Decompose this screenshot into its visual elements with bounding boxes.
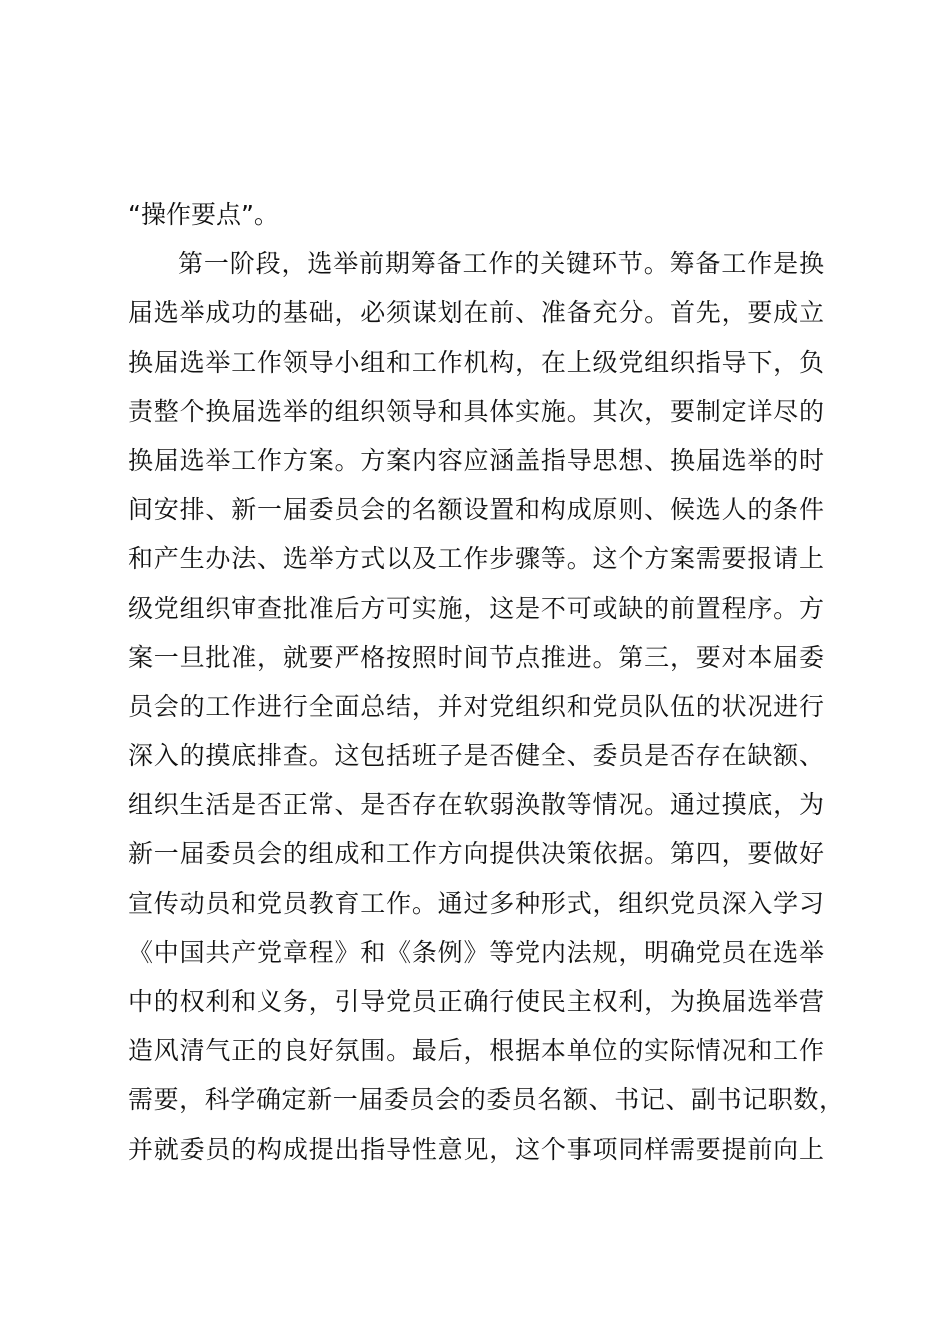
text-line: 宣传动员和党员教育工作。通过多种形式，组织党员深入学习 bbox=[128, 888, 824, 918]
text-line: 并就委员的构成提出指导性意见，这个事项同样需要提前向上 bbox=[128, 1134, 824, 1164]
text-line: 造风清气正的良好氛围。最后，根据本单位的实际情况和工作 bbox=[128, 1036, 824, 1066]
text-line: 新一届委员会的组成和工作方向提供决策依据。第四，要做好 bbox=[128, 839, 824, 869]
text-line: 换届选举工作方案。方案内容应涵盖指导思想、换届选举的时 bbox=[128, 445, 824, 475]
text-line: 中的权利和义务，引导党员正确行使民主权利，为换届选举营 bbox=[128, 987, 824, 1016]
text-line: 深入的摸底排查。这包括班子是否健全、委员是否存在缺额、 bbox=[128, 741, 824, 771]
text-line: 组织生活是否正常、是否存在软弱涣散等情况。通过摸底，为 bbox=[128, 790, 824, 820]
text-line: 需要，科学确定新一届委员会的委员名额、书记、副书记职数， bbox=[128, 1085, 844, 1115]
text-line: 责整个换届选举的组织领导和具体实施。其次，要制定详尽的 bbox=[128, 396, 824, 426]
text-line: 换届选举工作领导小组和工作机构，在上级党组织指导下，负 bbox=[128, 347, 824, 377]
paragraph-first-line: 第一阶段，选举前期筹备工作的关键环节。筹备工作是换 bbox=[178, 249, 824, 279]
text-line: “操作要点”。 bbox=[128, 200, 279, 229]
text-line: 案一旦批准，就要严格按照时间节点推进。第三，要对本届委 bbox=[128, 642, 824, 672]
text-line: 和产生办法、选举方式以及工作步骤等。这个方案需要报请上 bbox=[128, 544, 824, 574]
text-line: 届选举成功的基础，必须谋划在前、准备充分。首先，要成立 bbox=[128, 298, 824, 328]
text-line: 级党组织审查批准后方可实施，这是不可或缺的前置程序。方 bbox=[128, 593, 824, 623]
text-line: 《中国共产党章程》和《条例》等党内法规，明确党员在选举 bbox=[128, 937, 824, 967]
text-line: 员会的工作进行全面总结，并对党组织和党员队伍的状况进行 bbox=[128, 691, 824, 721]
text-line: 间安排、新一届委员会的名额设置和构成原则、候选人的条件 bbox=[128, 495, 824, 525]
body-text bbox=[128, 190, 844, 1174]
